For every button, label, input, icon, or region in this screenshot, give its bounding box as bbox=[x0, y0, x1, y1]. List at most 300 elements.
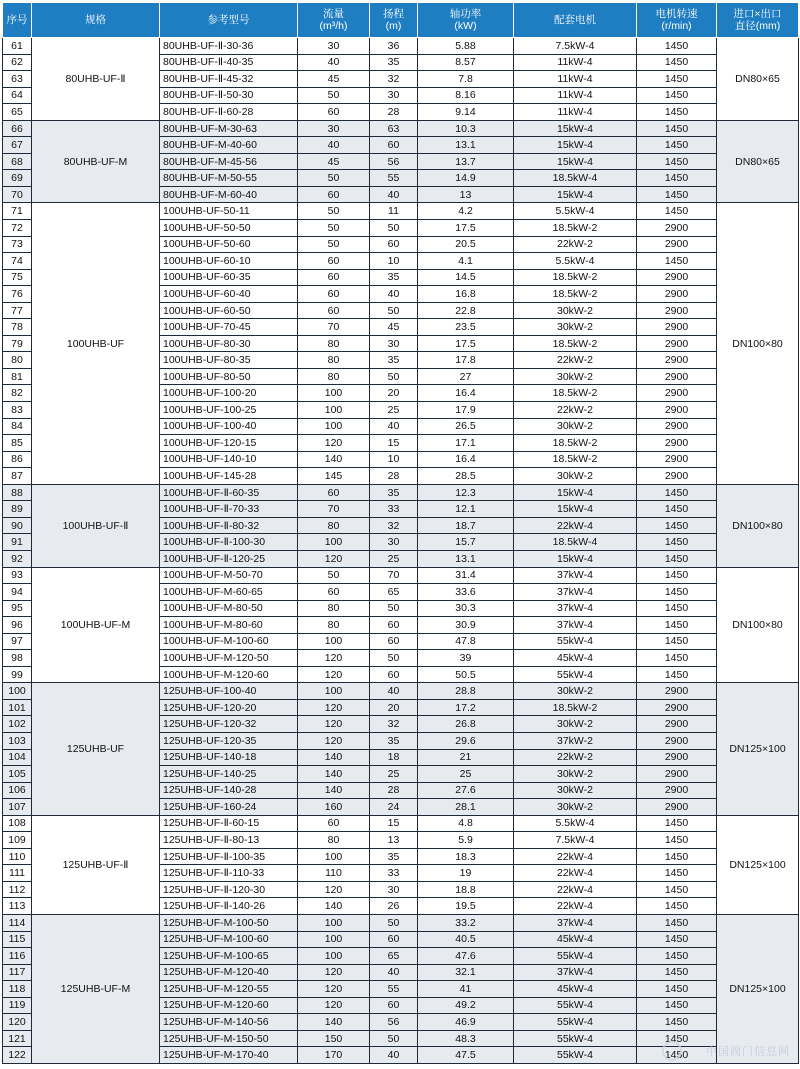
flow-cell: 100 bbox=[298, 418, 370, 435]
flow-cell: 60 bbox=[298, 815, 370, 832]
power-cell: 4.1 bbox=[418, 253, 514, 270]
spec-cell: 100UHB-UF-M bbox=[32, 567, 160, 683]
flow-cell: 60 bbox=[298, 302, 370, 319]
seq-cell: 101 bbox=[3, 699, 32, 716]
motor-cell: 30kW-2 bbox=[514, 319, 637, 336]
model-cell: 80UHB-UF-M-60-40 bbox=[160, 186, 298, 203]
spec-cell: 125UHB-UF-Ⅱ bbox=[32, 815, 160, 914]
motor-cell: 45kW-4 bbox=[514, 981, 637, 998]
motor-cell: 18.5kW-2 bbox=[514, 335, 637, 352]
power-cell: 16.4 bbox=[418, 451, 514, 468]
speed-cell: 2900 bbox=[637, 799, 717, 816]
motor-cell: 22kW-4 bbox=[514, 881, 637, 898]
speed-cell: 2900 bbox=[637, 782, 717, 799]
power-cell: 33.6 bbox=[418, 584, 514, 601]
motor-cell: 11kW-4 bbox=[514, 54, 637, 71]
flow-cell: 50 bbox=[298, 203, 370, 220]
speed-cell: 1450 bbox=[637, 567, 717, 584]
seq-cell: 87 bbox=[3, 468, 32, 485]
power-cell: 27 bbox=[418, 368, 514, 385]
power-cell: 8.57 bbox=[418, 54, 514, 71]
flow-cell: 100 bbox=[298, 534, 370, 551]
motor-cell: 18.5kW-2 bbox=[514, 269, 637, 286]
speed-cell: 1450 bbox=[637, 600, 717, 617]
power-cell: 17.5 bbox=[418, 220, 514, 237]
motor-cell: 30kW-2 bbox=[514, 683, 637, 700]
flow-cell: 80 bbox=[298, 600, 370, 617]
power-cell: 46.9 bbox=[418, 1014, 514, 1031]
model-cell: 125UHB-UF-M-120-60 bbox=[160, 997, 298, 1014]
model-cell: 100UHB-UF-60-40 bbox=[160, 286, 298, 303]
seq-cell: 92 bbox=[3, 550, 32, 567]
motor-cell: 15kW-4 bbox=[514, 137, 637, 154]
power-cell: 32.1 bbox=[418, 964, 514, 981]
motor-cell: 5.5kW-4 bbox=[514, 253, 637, 270]
flow-cell: 120 bbox=[298, 699, 370, 716]
motor-cell: 30kW-2 bbox=[514, 468, 637, 485]
power-cell: 17.1 bbox=[418, 435, 514, 452]
speed-cell: 1450 bbox=[637, 865, 717, 882]
model-cell: 100UHB-UF-60-35 bbox=[160, 269, 298, 286]
power-cell: 9.14 bbox=[418, 104, 514, 121]
flow-cell: 70 bbox=[298, 501, 370, 518]
table-row bbox=[3, 567, 799, 584]
power-cell: 31.4 bbox=[418, 567, 514, 584]
head-cell: 32 bbox=[370, 716, 418, 733]
seq-cell: 77 bbox=[3, 302, 32, 319]
speed-cell: 1450 bbox=[637, 38, 717, 55]
head-cell: 55 bbox=[370, 170, 418, 187]
motor-cell: 15kW-4 bbox=[514, 186, 637, 203]
model-cell: 125UHB-UF-140-25 bbox=[160, 766, 298, 783]
motor-cell: 22kW-2 bbox=[514, 402, 637, 419]
head-cell: 60 bbox=[370, 666, 418, 683]
speed-cell: 2900 bbox=[637, 435, 717, 452]
seq-cell: 82 bbox=[3, 385, 32, 402]
motor-cell: 37kW-4 bbox=[514, 964, 637, 981]
seq-cell: 79 bbox=[3, 335, 32, 352]
head-cell: 40 bbox=[370, 964, 418, 981]
power-cell: 28.5 bbox=[418, 468, 514, 485]
seq-cell: 86 bbox=[3, 451, 32, 468]
model-cell: 100UHB-UF-M-60-65 bbox=[160, 584, 298, 601]
head-cell: 13 bbox=[370, 832, 418, 849]
seq-cell: 88 bbox=[3, 484, 32, 501]
speed-cell: 1450 bbox=[637, 666, 717, 683]
head-cell: 50 bbox=[370, 368, 418, 385]
seq-cell: 103 bbox=[3, 732, 32, 749]
model-cell: 125UHB-UF-M-100-60 bbox=[160, 931, 298, 948]
flow-cell: 120 bbox=[298, 964, 370, 981]
motor-cell: 55kW-4 bbox=[514, 1014, 637, 1031]
flow-cell: 120 bbox=[298, 881, 370, 898]
motor-cell: 37kW-4 bbox=[514, 567, 637, 584]
flow-cell: 60 bbox=[298, 186, 370, 203]
motor-cell: 11kW-4 bbox=[514, 87, 637, 104]
speed-cell: 1450 bbox=[637, 881, 717, 898]
motor-cell: 5.5kW-4 bbox=[514, 815, 637, 832]
model-cell: 100UHB-UF-70-45 bbox=[160, 319, 298, 336]
flow-cell: 70 bbox=[298, 319, 370, 336]
seq-cell: 84 bbox=[3, 418, 32, 435]
head-cell: 65 bbox=[370, 948, 418, 965]
motor-cell: 55kW-4 bbox=[514, 997, 637, 1014]
model-cell: 80UHB-UF-Ⅱ-50-30 bbox=[160, 87, 298, 104]
model-cell: 100UHB-UF-M-80-60 bbox=[160, 617, 298, 634]
power-cell: 17.8 bbox=[418, 352, 514, 369]
table-row bbox=[3, 914, 799, 931]
head-cell: 25 bbox=[370, 550, 418, 567]
head-cell: 40 bbox=[370, 1047, 418, 1064]
speed-cell: 1450 bbox=[637, 517, 717, 534]
model-cell: 125UHB-UF-M-100-50 bbox=[160, 914, 298, 931]
head-cell: 25 bbox=[370, 402, 418, 419]
flow-cell: 40 bbox=[298, 137, 370, 154]
flow-cell: 60 bbox=[298, 253, 370, 270]
motor-cell: 7.5kW-4 bbox=[514, 832, 637, 849]
model-cell: 100UHB-UF-145-28 bbox=[160, 468, 298, 485]
seq-cell: 78 bbox=[3, 319, 32, 336]
power-cell: 47.6 bbox=[418, 948, 514, 965]
head-cell: 63 bbox=[370, 120, 418, 137]
spec-cell: 100UHB-UF bbox=[32, 203, 160, 484]
port-cell: DN100×80 bbox=[717, 567, 799, 683]
head-cell: 20 bbox=[370, 699, 418, 716]
flow-cell: 120 bbox=[298, 650, 370, 667]
motor-cell: 30kW-2 bbox=[514, 368, 637, 385]
head-cell: 30 bbox=[370, 881, 418, 898]
speed-cell: 2900 bbox=[637, 286, 717, 303]
seq-cell: 109 bbox=[3, 832, 32, 849]
model-cell: 100UHB-UF-100-20 bbox=[160, 385, 298, 402]
flow-cell: 100 bbox=[298, 914, 370, 931]
flow-cell: 80 bbox=[298, 517, 370, 534]
seq-cell: 102 bbox=[3, 716, 32, 733]
head-cell: 11 bbox=[370, 203, 418, 220]
flow-cell: 140 bbox=[298, 898, 370, 915]
model-cell: 100UHB-UF-Ⅱ-100-30 bbox=[160, 534, 298, 551]
seq-cell: 100 bbox=[3, 683, 32, 700]
seq-cell: 72 bbox=[3, 220, 32, 237]
port-cell: DN80×65 bbox=[717, 38, 799, 121]
head-cell: 56 bbox=[370, 153, 418, 170]
power-cell: 13 bbox=[418, 186, 514, 203]
head-cell: 24 bbox=[370, 799, 418, 816]
seq-cell: 81 bbox=[3, 368, 32, 385]
head-cell: 30 bbox=[370, 335, 418, 352]
model-cell: 100UHB-UF-50-11 bbox=[160, 203, 298, 220]
head-cell: 30 bbox=[370, 87, 418, 104]
motor-cell: 22kW-4 bbox=[514, 865, 637, 882]
motor-cell: 15kW-4 bbox=[514, 153, 637, 170]
port-cell: DN125×100 bbox=[717, 683, 799, 815]
head-cell: 45 bbox=[370, 319, 418, 336]
power-cell: 14.9 bbox=[418, 170, 514, 187]
flow-cell: 145 bbox=[298, 468, 370, 485]
seq-cell: 89 bbox=[3, 501, 32, 518]
motor-cell: 18.5kW-4 bbox=[514, 170, 637, 187]
seq-cell: 117 bbox=[3, 964, 32, 981]
seq-cell: 106 bbox=[3, 782, 32, 799]
seq-cell: 115 bbox=[3, 931, 32, 948]
port-cell: DN125×100 bbox=[717, 914, 799, 1063]
power-cell: 21 bbox=[418, 749, 514, 766]
model-cell: 80UHB-UF-M-40-60 bbox=[160, 137, 298, 154]
head-cell: 33 bbox=[370, 501, 418, 518]
model-cell: 125UHB-UF-Ⅱ-60-15 bbox=[160, 815, 298, 832]
power-cell: 25 bbox=[418, 766, 514, 783]
flow-cell: 100 bbox=[298, 948, 370, 965]
power-cell: 17.5 bbox=[418, 335, 514, 352]
power-cell: 26.5 bbox=[418, 418, 514, 435]
motor-cell: 37kW-4 bbox=[514, 584, 637, 601]
header-speed: 电机转速 (r/min) bbox=[637, 3, 717, 38]
model-cell: 100UHB-UF-Ⅱ-70-33 bbox=[160, 501, 298, 518]
motor-cell: 37kW-4 bbox=[514, 914, 637, 931]
model-cell: 80UHB-UF-Ⅱ-45-32 bbox=[160, 71, 298, 88]
model-cell: 100UHB-UF-120-15 bbox=[160, 435, 298, 452]
speed-cell: 2900 bbox=[637, 335, 717, 352]
power-cell: 39 bbox=[418, 650, 514, 667]
table-row bbox=[3, 815, 799, 832]
head-cell: 70 bbox=[370, 567, 418, 584]
model-cell: 80UHB-UF-M-30-63 bbox=[160, 120, 298, 137]
speed-cell: 1450 bbox=[637, 898, 717, 915]
head-cell: 10 bbox=[370, 451, 418, 468]
flow-cell: 120 bbox=[298, 981, 370, 998]
spec-cell: 125UHB-UF-M bbox=[32, 914, 160, 1063]
speed-cell: 1450 bbox=[637, 186, 717, 203]
speed-cell: 2900 bbox=[637, 418, 717, 435]
speed-cell: 1450 bbox=[637, 997, 717, 1014]
flow-cell: 60 bbox=[298, 286, 370, 303]
flow-cell: 120 bbox=[298, 666, 370, 683]
motor-cell: 5.5kW-4 bbox=[514, 203, 637, 220]
power-cell: 12.1 bbox=[418, 501, 514, 518]
power-cell: 16.4 bbox=[418, 385, 514, 402]
motor-cell: 18.5kW-4 bbox=[514, 534, 637, 551]
power-cell: 19.5 bbox=[418, 898, 514, 915]
flow-cell: 45 bbox=[298, 153, 370, 170]
watermark-logo-icon bbox=[662, 1041, 682, 1061]
model-cell: 80UHB-UF-Ⅱ-30-36 bbox=[160, 38, 298, 55]
model-cell: 100UHB-UF-100-25 bbox=[160, 402, 298, 419]
flow-cell: 140 bbox=[298, 451, 370, 468]
power-cell: 27.6 bbox=[418, 782, 514, 799]
speed-cell: 1450 bbox=[637, 1047, 717, 1064]
header-head: 扬程 (m) bbox=[370, 3, 418, 38]
speed-cell: 2900 bbox=[637, 451, 717, 468]
seq-cell: 105 bbox=[3, 766, 32, 783]
table-row bbox=[3, 38, 799, 55]
motor-cell: 55kW-4 bbox=[514, 666, 637, 683]
speed-cell: 1450 bbox=[637, 550, 717, 567]
header-power: 轴功率 (kW) bbox=[418, 3, 514, 38]
table-row bbox=[3, 484, 799, 501]
head-cell: 60 bbox=[370, 997, 418, 1014]
model-cell: 125UHB-UF-160-24 bbox=[160, 799, 298, 816]
head-cell: 40 bbox=[370, 186, 418, 203]
model-cell: 100UHB-UF-100-40 bbox=[160, 418, 298, 435]
flow-cell: 50 bbox=[298, 170, 370, 187]
flow-cell: 100 bbox=[298, 402, 370, 419]
power-cell: 7.8 bbox=[418, 71, 514, 88]
head-cell: 40 bbox=[370, 418, 418, 435]
head-cell: 60 bbox=[370, 931, 418, 948]
model-cell: 125UHB-UF-Ⅱ-140-26 bbox=[160, 898, 298, 915]
head-cell: 32 bbox=[370, 517, 418, 534]
head-cell: 40 bbox=[370, 683, 418, 700]
head-cell: 35 bbox=[370, 848, 418, 865]
seq-cell: 74 bbox=[3, 253, 32, 270]
flow-cell: 140 bbox=[298, 1014, 370, 1031]
power-cell: 4.2 bbox=[418, 203, 514, 220]
header-port: 进口×出口 直径(mm) bbox=[717, 3, 799, 38]
model-cell: 125UHB-UF-M-170-40 bbox=[160, 1047, 298, 1064]
seq-cell: 112 bbox=[3, 881, 32, 898]
seq-cell: 85 bbox=[3, 435, 32, 452]
flow-cell: 110 bbox=[298, 865, 370, 882]
seq-cell: 71 bbox=[3, 203, 32, 220]
speed-cell: 1450 bbox=[637, 914, 717, 931]
motor-cell: 18.5kW-2 bbox=[514, 385, 637, 402]
motor-cell: 11kW-4 bbox=[514, 71, 637, 88]
model-cell: 100UHB-UF-M-50-70 bbox=[160, 567, 298, 584]
speed-cell: 1450 bbox=[637, 501, 717, 518]
head-cell: 65 bbox=[370, 584, 418, 601]
flow-cell: 100 bbox=[298, 385, 370, 402]
head-cell: 50 bbox=[370, 220, 418, 237]
motor-cell: 30kW-2 bbox=[514, 799, 637, 816]
model-cell: 125UHB-UF-120-35 bbox=[160, 732, 298, 749]
flow-cell: 50 bbox=[298, 87, 370, 104]
flow-cell: 30 bbox=[298, 38, 370, 55]
table-row bbox=[3, 683, 799, 700]
flow-cell: 80 bbox=[298, 368, 370, 385]
seq-cell: 73 bbox=[3, 236, 32, 253]
speed-cell: 2900 bbox=[637, 716, 717, 733]
speed-cell: 1450 bbox=[637, 948, 717, 965]
speed-cell: 1450 bbox=[637, 71, 717, 88]
pump-spec-table bbox=[2, 2, 799, 1064]
speed-cell: 1450 bbox=[637, 584, 717, 601]
speed-cell: 1450 bbox=[637, 964, 717, 981]
power-cell: 50.5 bbox=[418, 666, 514, 683]
motor-cell: 15kW-4 bbox=[514, 501, 637, 518]
power-cell: 15.7 bbox=[418, 534, 514, 551]
seq-cell: 94 bbox=[3, 584, 32, 601]
model-cell: 100UHB-UF-Ⅱ-120-25 bbox=[160, 550, 298, 567]
speed-cell: 2900 bbox=[637, 402, 717, 419]
flow-cell: 100 bbox=[298, 633, 370, 650]
seq-cell: 61 bbox=[3, 38, 32, 55]
flow-cell: 50 bbox=[298, 220, 370, 237]
model-cell: 80UHB-UF-Ⅱ-60-28 bbox=[160, 104, 298, 121]
power-cell: 17.9 bbox=[418, 402, 514, 419]
flow-cell: 60 bbox=[298, 104, 370, 121]
spec-cell: 125UHB-UF bbox=[32, 683, 160, 815]
model-cell: 125UHB-UF-M-100-65 bbox=[160, 948, 298, 965]
speed-cell: 2900 bbox=[637, 699, 717, 716]
seq-cell: 67 bbox=[3, 137, 32, 154]
seq-cell: 113 bbox=[3, 898, 32, 915]
model-cell: 100UHB-UF-80-35 bbox=[160, 352, 298, 369]
speed-cell: 1450 bbox=[637, 931, 717, 948]
motor-cell: 55kW-4 bbox=[514, 1047, 637, 1064]
model-cell: 125UHB-UF-100-40 bbox=[160, 683, 298, 700]
motor-cell: 30kW-2 bbox=[514, 782, 637, 799]
motor-cell: 37kW-4 bbox=[514, 617, 637, 634]
power-cell: 47.8 bbox=[418, 633, 514, 650]
speed-cell: 1450 bbox=[637, 815, 717, 832]
power-cell: 12.3 bbox=[418, 484, 514, 501]
power-cell: 18.3 bbox=[418, 848, 514, 865]
speed-cell: 1450 bbox=[637, 617, 717, 634]
head-cell: 20 bbox=[370, 385, 418, 402]
head-cell: 35 bbox=[370, 54, 418, 71]
head-cell: 26 bbox=[370, 898, 418, 915]
speed-cell: 1450 bbox=[637, 1030, 717, 1047]
speed-cell: 1450 bbox=[637, 87, 717, 104]
flow-cell: 50 bbox=[298, 236, 370, 253]
head-cell: 50 bbox=[370, 650, 418, 667]
motor-cell: 15kW-4 bbox=[514, 484, 637, 501]
speed-cell: 2900 bbox=[637, 766, 717, 783]
seq-cell: 63 bbox=[3, 71, 32, 88]
spec-cell: 80UHB-UF-M bbox=[32, 120, 160, 203]
head-cell: 18 bbox=[370, 749, 418, 766]
seq-cell: 114 bbox=[3, 914, 32, 931]
flow-cell: 140 bbox=[298, 749, 370, 766]
model-cell: 100UHB-UF-60-50 bbox=[160, 302, 298, 319]
speed-cell: 1450 bbox=[637, 170, 717, 187]
power-cell: 5.88 bbox=[418, 38, 514, 55]
speed-cell: 2900 bbox=[637, 302, 717, 319]
motor-cell: 15kW-4 bbox=[514, 120, 637, 137]
model-cell: 100UHB-UF-50-50 bbox=[160, 220, 298, 237]
header-spec: 规格 bbox=[32, 3, 160, 38]
head-cell: 35 bbox=[370, 269, 418, 286]
spec-cell: 80UHB-UF-Ⅱ bbox=[32, 38, 160, 121]
motor-cell: 18.5kW-2 bbox=[514, 286, 637, 303]
motor-cell: 18.5kW-2 bbox=[514, 451, 637, 468]
speed-cell: 1450 bbox=[637, 534, 717, 551]
spec-cell: 100UHB-UF-Ⅱ bbox=[32, 484, 160, 567]
motor-cell: 37kW-4 bbox=[514, 600, 637, 617]
seq-cell: 116 bbox=[3, 948, 32, 965]
speed-cell: 1450 bbox=[637, 203, 717, 220]
seq-cell: 65 bbox=[3, 104, 32, 121]
power-cell: 29.6 bbox=[418, 732, 514, 749]
seq-cell: 98 bbox=[3, 650, 32, 667]
model-cell: 125UHB-UF-Ⅱ-120-30 bbox=[160, 881, 298, 898]
motor-cell: 55kW-4 bbox=[514, 1030, 637, 1047]
head-cell: 50 bbox=[370, 1030, 418, 1047]
speed-cell: 1450 bbox=[637, 120, 717, 137]
port-cell: DN125×100 bbox=[717, 815, 799, 914]
speed-cell: 2900 bbox=[637, 269, 717, 286]
speed-cell: 1450 bbox=[637, 153, 717, 170]
seq-cell: 90 bbox=[3, 517, 32, 534]
power-cell: 40.5 bbox=[418, 931, 514, 948]
seq-cell: 68 bbox=[3, 153, 32, 170]
power-cell: 13.1 bbox=[418, 137, 514, 154]
flow-cell: 120 bbox=[298, 716, 370, 733]
motor-cell: 22kW-4 bbox=[514, 848, 637, 865]
seq-cell: 66 bbox=[3, 120, 32, 137]
speed-cell: 1450 bbox=[637, 848, 717, 865]
power-cell: 18.8 bbox=[418, 881, 514, 898]
